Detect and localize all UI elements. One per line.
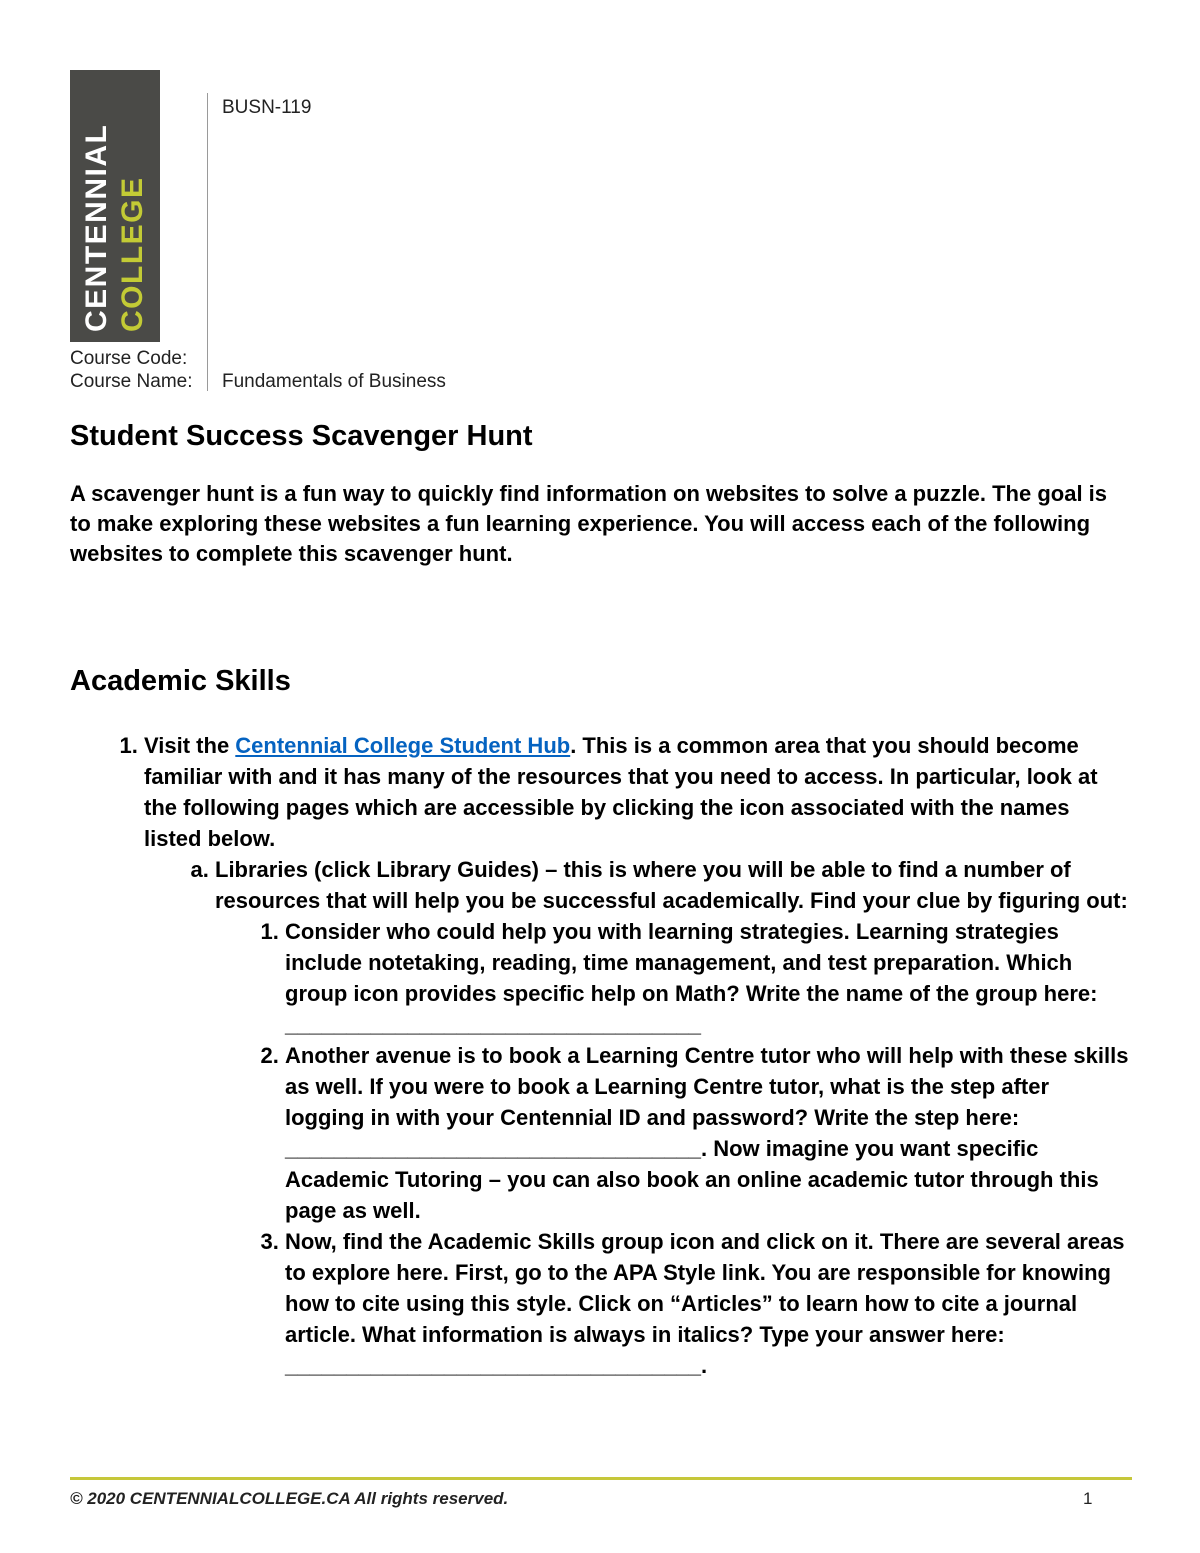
item1-sublist: [144, 854, 1132, 1381]
item-a1-text: Consider who could help you with learning strategies. Learning strategies include notetaking, reading, time management, and test preparation. Which group icon provides specific help on Math? Write the name of the group here: __________________________________: [285, 919, 1098, 1037]
logo-text-centennial: CENTENNIAL: [80, 123, 113, 332]
item-a3-text: Now, find the Academic Skills group icon and click on it. There are several areas to explore here. First, go to the APA Style link. You are responsible for knowing how to cite using this style. Click on “Articles” to learn how to cite a journal article. What information is always in italics? Type your answer here: __________________________________.: [285, 1229, 1125, 1378]
list-item-1: [144, 730, 1132, 1381]
item-a-sublist: [215, 916, 1132, 1381]
item1-post-link-text: . This is a common area that you should become familiar with and it has many of the resources that you need to access. In particular, look at the following pages which are accessible by clicking the icon associated with the names listed below.: [144, 733, 1098, 851]
header-divider-line: [207, 93, 208, 391]
intro-paragraph: A scavenger hunt is a fun way to quickly find information on websites to solve a puzzle. The goal is to make exploring these websites a fun learning experience. You will access each of the following websites to complete this scavenger hunt.: [70, 481, 1108, 566]
list-item-a-3: [285, 1226, 1132, 1381]
student-hub-link[interactable]: Centennial College Student Hub: [235, 733, 571, 758]
academic-skills-list: [70, 730, 1132, 1381]
logo-text-college: COLLEGE: [116, 176, 149, 332]
logo-vertical-text: [70, 70, 160, 342]
document-content: [70, 420, 1132, 1381]
course-name-label: Course Name:: [70, 371, 193, 392]
item-a-text: Libraries (click Library Guides) – this is where you will be able to find a number of resources that will help you be successful academically. Find your clue by figuring out:: [215, 857, 1128, 913]
course-code-label: Course Code:: [70, 348, 188, 369]
list-item-a-1: [285, 916, 1132, 1040]
course-code-value: BUSN-119: [222, 97, 312, 118]
footer-copyright: © 2020 CENTENNIALCOLLEGE.CA All rights reserved.: [70, 1489, 509, 1508]
footer-divider-line: [70, 1477, 1132, 1480]
item1-pre-link-text: Visit the: [144, 733, 236, 758]
centennial-college-logo: [70, 70, 160, 342]
course-name-value: Fundamentals of Business: [222, 371, 446, 392]
section-heading-academic-skills: Academic Skills: [70, 665, 291, 697]
footer-page-number: 1: [1083, 1489, 1093, 1508]
page-title: Student Success Scavenger Hunt: [70, 420, 533, 452]
list-item-a: [215, 854, 1132, 1381]
item-a2-text: Another avenue is to book a Learning Centre tutor who will help with these skills as well. If you were to book a Learning Centre tutor, what is the step after logging in with your Centennial ID and password? Write the step here: __________________________________. Now imagine you want specific Academic Tutoring – you can also book an online academic tutor through this page as well.: [285, 1043, 1129, 1223]
list-item-a-2: [285, 1040, 1132, 1226]
